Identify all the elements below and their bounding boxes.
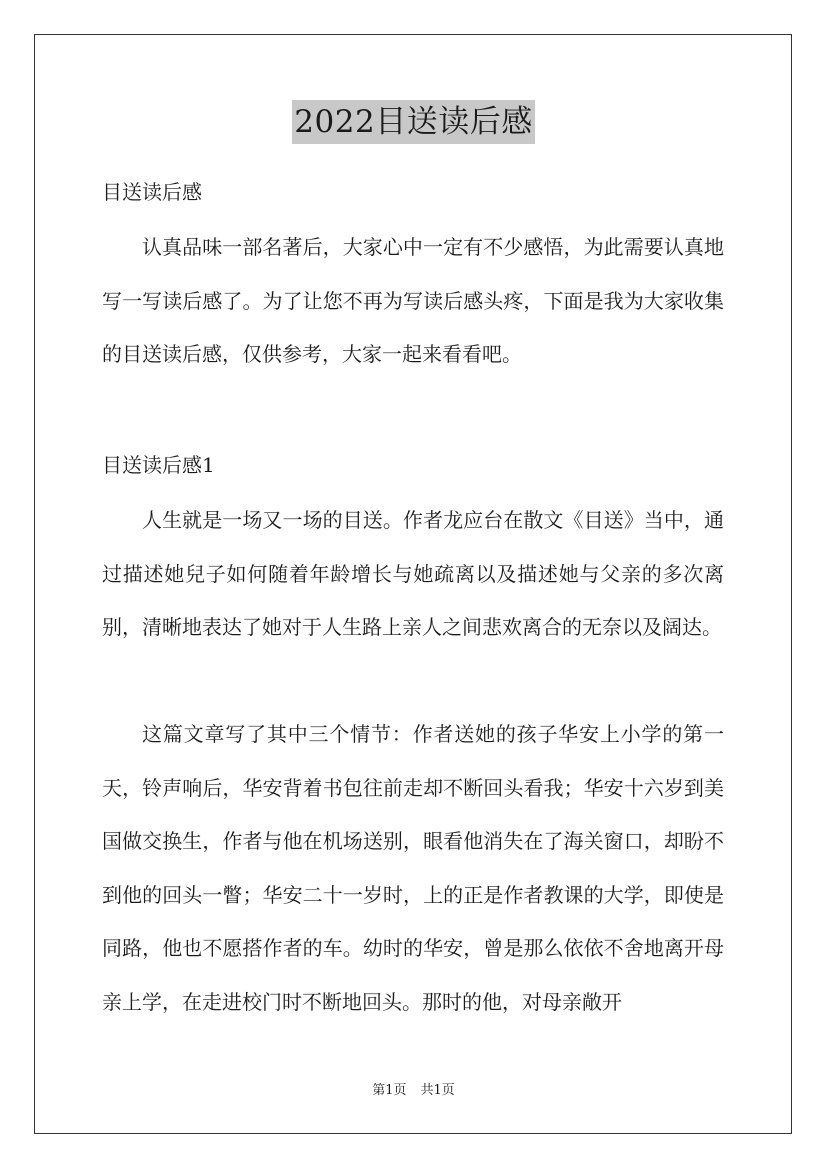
page-number: 第1页 [372,1083,407,1098]
title-container [0,100,827,144]
essay-1-paragraph-2: 这篇文章写了其中三个情节：作者送她的孩子华安上小学的第一天，铃声响后，华安背着书包往前走却不断回头看我；华安十六岁到美国做交换生，作者与他在机场送别，眼看他消失在了海关窗口，却盼不到他的回头一瞥；华安二十一岁时，上的正是作者教课的大学，即使是同路，他也不愿搭作者的车。幼时的华安，曾是那么依依不舍地离开母亲上学，在走进校门时不断地回头。那时的他，对母亲敞开 [102,722,724,1014]
document-title: 2022目送读后感 [292,100,534,144]
heading-intro: 目送读后感 [102,180,202,204]
heading-essay-1: 目送读后感1 [102,453,215,477]
essay-1-paragraph-1: 人生就是一场又一场的目送。作者龙应台在散文《目送》当中，通过描述她兒子如何随着年龄增长与她疏离以及描述她与父亲的多次离别，清晰地表达了她对于人生路上亲人之间悲欢离合的无奈以及阔达。 [102,508,724,639]
page-footer [0,1082,827,1100]
intro-paragraph: 认真品味一部名著后，大家心中一定有不少感悟，为此需要认真地写一写读后感了。为了让您不再为写读后感头疼，下面是我为大家收集的目送读后感，仅供参考，大家一起来看看吧。 [102,235,724,366]
page-total: 共1页 [420,1083,455,1098]
